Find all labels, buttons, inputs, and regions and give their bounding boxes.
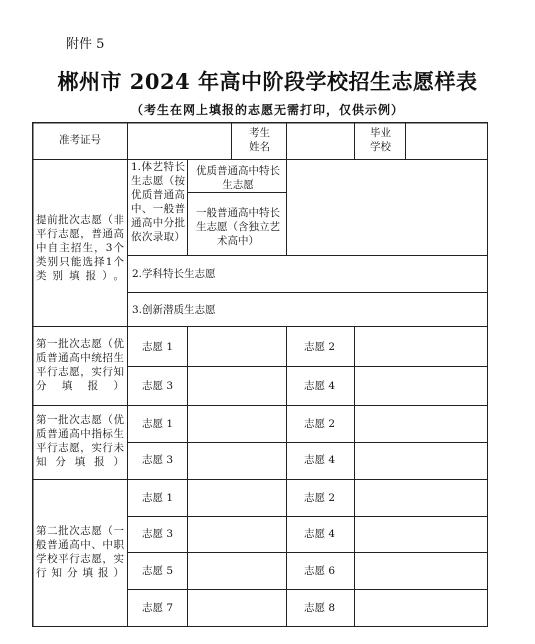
application-form-table [32, 122, 488, 627]
batch2-wish-1: 志愿 1 [142, 492, 174, 504]
batch1-quota-wish-4-field[interactable] [355, 443, 487, 479]
general-school-specialty-label: 一般普通高中特长生志愿（含独立艺术高中） [196, 207, 280, 247]
batch2-wish-7-field[interactable] [188, 590, 286, 626]
batch1-quota-wish-3: 志愿 3 [142, 454, 174, 466]
batch2-wish-8-field[interactable] [355, 590, 487, 626]
elite-specialty-field[interactable] [288, 160, 486, 192]
batch1-unified-wish-4: 志愿 4 [304, 380, 336, 392]
page-title: 郴州市 2024 年高中阶段学校招生志愿样表 [57, 69, 478, 94]
student-name-field[interactable] [288, 124, 354, 158]
batch2-wish-7: 志愿 7 [142, 602, 174, 614]
batch2-wish-4: 志愿 4 [304, 528, 336, 540]
attachment-label: 附件 5 [66, 37, 105, 52]
innovation-potential-field[interactable] [288, 293, 486, 326]
batch1-unified-wish-1: 志愿 1 [142, 341, 174, 353]
batch2-wish-1-field[interactable] [188, 480, 286, 516]
batch1-quota-wish-3-field[interactable] [188, 443, 286, 479]
batch1-quota-wish-4: 志愿 4 [304, 454, 336, 466]
graduation-school-label: 毕业 学校 [370, 127, 391, 153]
exam-id-label: 准考证号 [59, 134, 101, 146]
batch2-wish-8: 志愿 8 [304, 602, 336, 614]
batch1-unified-wish-3-field[interactable] [188, 367, 286, 405]
batch1-quota-label: 第一批次志愿（优质普通高中指标生平行志愿，实行未知分填报） [36, 414, 124, 468]
batch2-wish-6: 志愿 6 [304, 565, 336, 577]
batch1-quota-wish-2-field[interactable] [355, 406, 487, 442]
elite-school-specialty-label: 优质普通高中特长生志愿 [196, 165, 280, 191]
page-subtitle: （考生在网上填报的志愿无需打印，仅供示例） [130, 103, 404, 117]
arts-sports-category-label: 1.体艺特长生志愿（按优质普通高中、一般普通高中分批依次录取） [131, 161, 185, 243]
batch2-wish-4-field[interactable] [355, 517, 487, 552]
subject-specialty-label: 2.学科特长生志愿 [132, 268, 216, 280]
batch2-wish-3: 志愿 3 [142, 528, 174, 540]
batch1-unified-wish-1-field[interactable] [188, 327, 286, 366]
innovation-potential-label: 3.创新潜质生志愿 [132, 304, 216, 316]
batch2-wish-5: 志愿 5 [142, 565, 174, 577]
batch1-quota-wish-1-field[interactable] [188, 406, 286, 442]
batch1-unified-label: 第一批次志愿（优质普通高中统招生平行志愿，实行知分填报） [36, 338, 124, 392]
graduation-school-field[interactable] [407, 124, 487, 158]
batch1-quota-wish-1: 志愿 1 [142, 418, 174, 430]
batch1-unified-wish-2-field[interactable] [355, 327, 487, 366]
batch2-wish-2-field[interactable] [355, 480, 487, 516]
batch1-quota-wish-2: 志愿 2 [304, 418, 336, 430]
student-name-label: 考生 姓名 [249, 127, 270, 153]
general-specialty-field[interactable] [288, 193, 486, 255]
subject-specialty-field[interactable] [288, 256, 486, 292]
batch1-unified-wish-4-field[interactable] [355, 367, 487, 405]
early-batch-label: 提前批次志愿（非平行志愿，普通高中自主招生，3个类别只能选择1个类别填报）。 [36, 214, 124, 282]
batch2-label: 第二批次志愿（一般普通高中、中职学校平行志愿，实行知分填报） [36, 525, 124, 579]
batch1-unified-wish-2: 志愿 2 [304, 341, 336, 353]
exam-id-field[interactable] [129, 124, 231, 158]
batch2-wish-5-field[interactable] [188, 553, 286, 589]
batch2-wish-6-field[interactable] [355, 553, 487, 589]
batch2-wish-3-field[interactable] [188, 517, 286, 552]
batch2-wish-2: 志愿 2 [304, 492, 336, 504]
batch1-unified-wish-3: 志愿 3 [142, 380, 174, 392]
